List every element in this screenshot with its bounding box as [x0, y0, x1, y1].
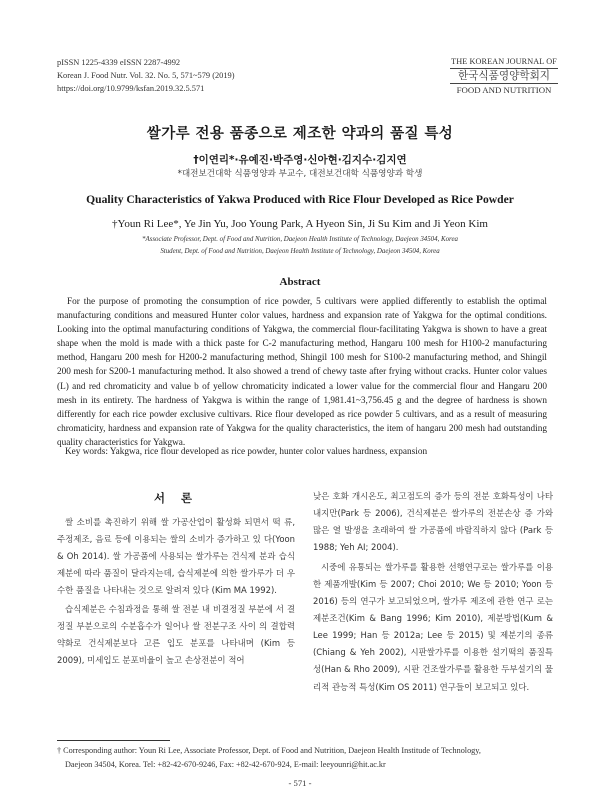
journal-name-en-top: THE KOREAN JOURNAL OF: [450, 56, 558, 69]
journal-name-ko: 한국식품영양학회지: [457, 70, 551, 82]
text-line: 등 2016) 등의 연구가 보고되었으며, 쌀가루 제조에 관한 연구: [313, 579, 554, 607]
text-line: 나타내지만(Park 등 2006), 건식제분은 쌀가루의 전분손상 증: [313, 491, 554, 519]
affiliation-korean: *대전보건대학 식품영양과 부교수, 대전보건대학 식품영양과 학생: [177, 169, 423, 179]
paper-title-english: Quality Characteristics of Yakwa Produced with Rice Flour Developed as Rice Powder: [86, 193, 514, 206]
authors-english: †Youn Ri Lee*, Ye Jin Yu, Joo Young Park, A Hyeon Sin, Ji Su Kim and Ji Yeon Kim: [112, 218, 488, 230]
footnote-line-2: Daejeon 34504, Korea. Tel: +82-42-670-9246, Fax: +82-42-670-924, E-mail: leeyounri@hit.ac.kr: [65, 759, 386, 769]
corresponding-author-footnote: [57, 744, 553, 771]
text-line: 의 결합력 약화로 건식제분보다 고른 입도 분포를 나타내며: [57, 621, 296, 649]
text-line: 성(Han & Rho 2009), 시판 건조쌀가루를 활용한 두부설기의: [313, 664, 542, 675]
intro-paragraph-1: [57, 514, 295, 599]
journal-logo: [450, 56, 558, 95]
affiliation-english-1: *Associate Professor, Dept. of Food and Nutrition, Daejeon Health Institute of Technology, Daejeon 34504, Korea: [142, 236, 458, 243]
text-line: (Kim 등 2009), 미세입도 분포비율이 높고 손상전분이 적어: [57, 638, 295, 666]
issn-line: pISSN 1225-4339 eISSN 2287-4992: [57, 58, 181, 67]
text-line: 류, 주정제조, 음료 등에 이용되는 쌀의 소비가 증가하고 있: [57, 517, 296, 545]
affiliation-english-2: Student, Dept. of Food and Nutrition, Daejeon Health Institute of Technology, Daejeon 34504, Korea: [160, 248, 440, 255]
publication-info: [57, 56, 235, 95]
text-line: 습식제분은 수침과정을 통해 쌀 전분 내 비결정질 부분에: [65, 604, 273, 615]
text-line: 낮은 호화 개시온도, 최고점도의 증가 등의 전분 호화특성이: [313, 491, 534, 501]
intro-paragraph-3: [313, 559, 553, 695]
text-line: 이용한 제품개발(Kim 등 2007; Choi 2010; We 등 2010; Yoon: [313, 562, 553, 590]
text-line: 서 결정질 부분으로의 수분흡수가 일어나 쌀 전분구조 사이: [57, 604, 295, 632]
text-line: (Chiang & Yeh 2002), 시판쌀가루를 이용한 설기떡의 품질특: [313, 647, 553, 658]
paper-title-korean: 쌀가루 전용 품종으로 제조한 약과의 품질 특성: [146, 126, 454, 142]
abstract-heading: Abstract: [279, 276, 321, 288]
text-line: 로는 제분조건(Kim & Bang 1996; Kim 2010), 제분방법(Kum: [313, 596, 553, 624]
text-line: 다(Yoon & Oh 2014). 쌀 가공품에 사용되는 쌀가루는 건식제: [57, 534, 295, 562]
text-line: & Lee 1999; Han 등 2012a; Lee 등 2015) 및 제분기의 종류: [313, 613, 553, 641]
text-line: 시중에 유통되는 쌀가루를 활용한 선행연구로는 쌀가루를: [321, 562, 534, 573]
text-line: (Park 등 1988; Yeh AI; 2004).: [313, 525, 553, 553]
citation-line: Korean J. Food Nutr. Vol. 32. No. 5, 571~579 (2019): [57, 71, 235, 80]
keywords: Key words: Yakgwa, rice flour developed as rice powder, hunter color values hardness, expansion: [65, 447, 428, 457]
intro-paragraph-2-continued: [313, 488, 553, 556]
text-line: 쌀 소비를 촉진하기 위해 쌀 가공산업이 활성화 되면서 떡: [65, 517, 281, 527]
abstract-body: For the purpose of promoting the consumption of rice powder, 5 cultivars were applied differently to establish the optimal manufacturing conditions and measured Hunter color values, hardness and expansion rate of Yakgwa for the optimal conditions. Looking into the optimal manufacturing conditions of Yakgwa, the commercial flour-facilitating Yakgwa is shown to have a great shape when the mold is made with a thick paste for C-2 manufacturing method, Hangaru 100 mesh for H100-2 manufacturing method, Hangaru 200 mesh for H200-2 manufacturing method, Shingil 100 mesh for S100-2 manufacturing method, and Shingil 200 mesh for S200-1 manufacturing method. It also showed a trend of chewy taste after frying without cracks. Hunter color values (L) and red chromaticity and value b of yellow chromaticity indicated a lower value for the commercial flour and Hangaru 200 mesh in its entirety. The hardness of Yakgwa is within the range of 1,981.41~3,756.45 g and the degree of hardness is shown differently for each rice powder exclusive cultivars. Rice flour developed as rice powder 5 cultivars, and as a result of measuring chromaticity, hardness and expansion rate of Yakgwa for the quality characteristics, the item of hangaru 200 mesh had outstanding quality characteristics for Yakgwa.: [57, 297, 547, 448]
text-line: 물리적 관능적 특성(Kim OS 2011) 연구들이 보고되고 있다.: [313, 664, 553, 692]
section-heading-introduction: 서 론: [154, 491, 198, 505]
doi-link[interactable]: https://doi.org/10.9799/ksfan.2019.32.5.571: [57, 84, 205, 93]
intro-paragraph-2: [57, 601, 295, 669]
page-number: - 571 -: [288, 778, 312, 788]
body-column-left: [57, 514, 295, 669]
text-line: 분과 습식제분에 따라 품질이 달라지는데, 습식제분에 의한: [57, 551, 295, 579]
footnote-divider: [57, 740, 170, 741]
journal-name-en-bottom: FOOD AND NUTRITION: [450, 83, 558, 95]
authors-korean: †이연리*·유예진·박주영·신아현·김지수·김지연: [193, 154, 407, 166]
footnote-line-1: † Corresponding author: Youn Ri Lee, Associate Professor, Dept. of Food and Nutrition, Daejeon Health Institude of Technology,: [57, 746, 481, 755]
text-line: 쌀가루가 더 우수한 품질을 나타내는 것으로 알려져 있다: [57, 568, 295, 596]
text-line: (Kim MA 1992).: [211, 585, 277, 596]
text-line: 가와 많은 열 발생을 초래하여 쌀 가공품에 바람직하지 않다: [313, 508, 553, 536]
body-column-right: [313, 488, 553, 696]
